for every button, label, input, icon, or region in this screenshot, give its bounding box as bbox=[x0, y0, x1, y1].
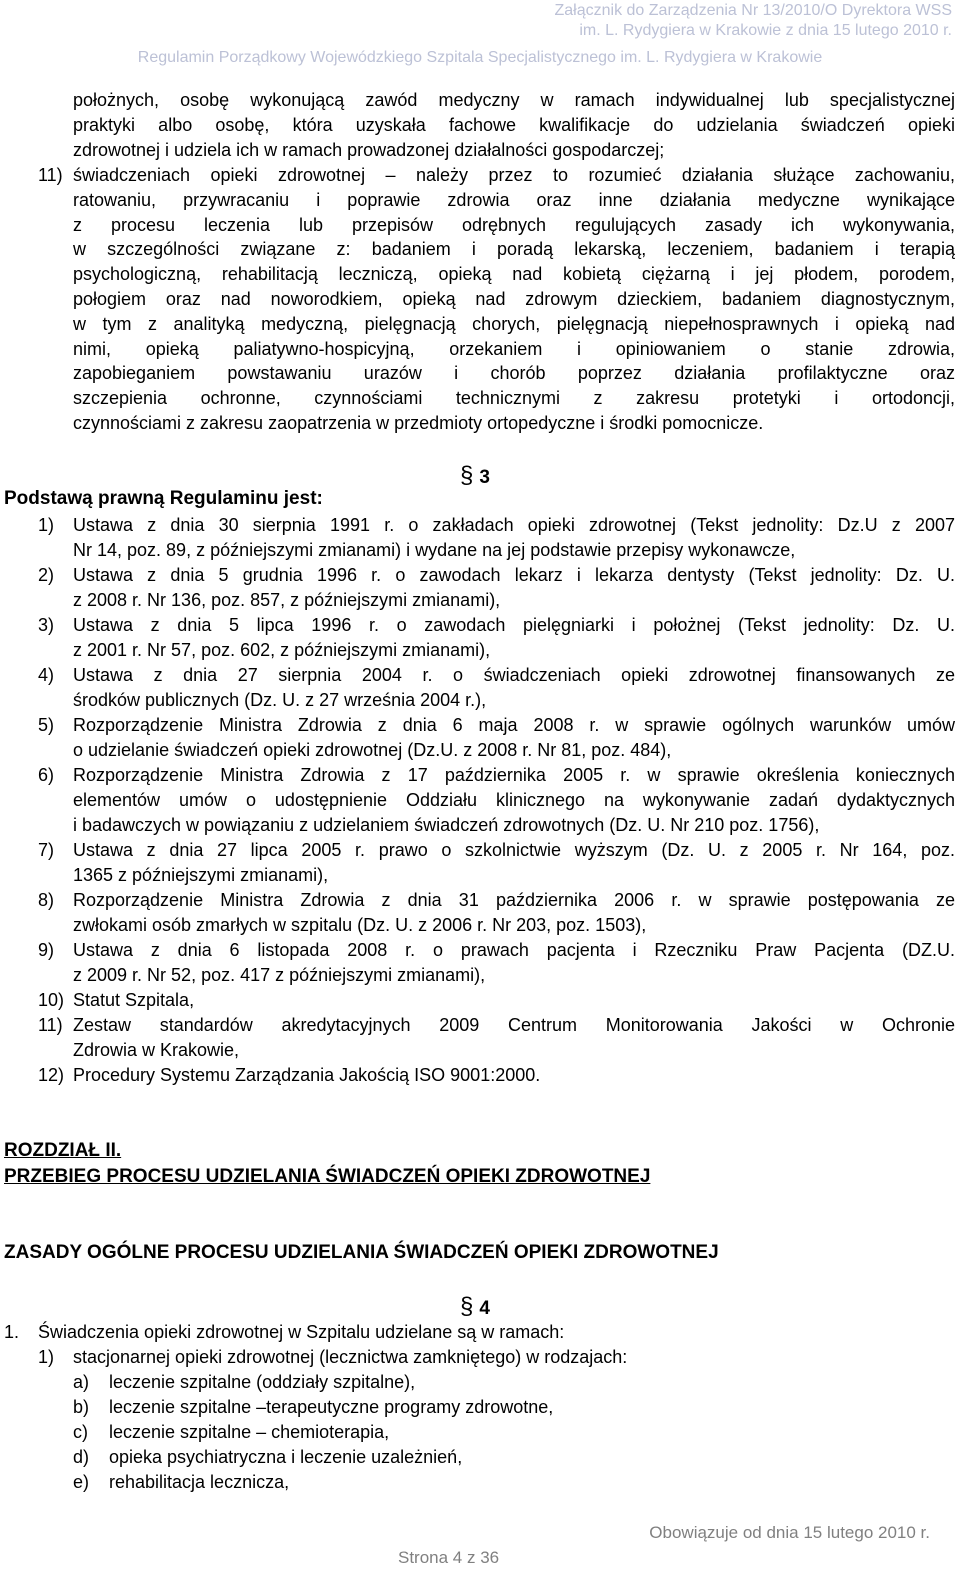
item-number: 5) bbox=[38, 715, 55, 735]
text-line: środków publicznych (Dz. U. z 27 września 2004 r.), bbox=[73, 689, 487, 710]
item-number: 6) bbox=[38, 765, 55, 785]
item-number: 1) bbox=[38, 515, 55, 535]
letter-item bbox=[0, 1470, 955, 1495]
section-3-heading bbox=[460, 462, 490, 490]
intro-paragraph bbox=[73, 88, 955, 162]
section-sign: § bbox=[460, 1293, 474, 1320]
item-number: 4) bbox=[38, 665, 55, 685]
text-line: stacjonarnej opieki zdrowotnej (lecznictwa zamkniętego) w rodzajach: bbox=[73, 1347, 628, 1367]
header-line-2: im. L. Rydygiera w Krakowie z dnia 15 lutego 2010 r. bbox=[579, 22, 952, 39]
legal-basis-item bbox=[0, 1063, 955, 1088]
legal-basis-item bbox=[0, 888, 955, 938]
text-line: Ustawa z dnia 27 lipca 2005 r. prawo o szkolnictwie wyższym (Dz. U. z 2005 r. Nr 164, poz. bbox=[73, 840, 955, 860]
section-number: 3 bbox=[479, 467, 490, 488]
item-number: 11) bbox=[38, 1015, 63, 1035]
text-line: Rozporządzenie Ministra Zdrowia z dnia 6 maja 2008 r. w sprawie ogólnych warunków umów bbox=[73, 715, 955, 735]
legal-basis-item bbox=[0, 763, 955, 837]
item-number: 7) bbox=[38, 840, 55, 860]
text-line: z 2001 r. Nr 57, poz. 602, z późniejszymi zmianami), bbox=[73, 639, 491, 660]
legal-basis-item bbox=[0, 988, 955, 1013]
item-letter: c) bbox=[73, 1422, 88, 1442]
legal-basis-item bbox=[0, 713, 955, 763]
legal-basis-item bbox=[0, 513, 955, 563]
section-4-heading bbox=[460, 1293, 490, 1321]
item-letter: b) bbox=[73, 1397, 90, 1417]
text-line: rehabilitacja lecznicza, bbox=[109, 1472, 290, 1492]
definition-11 bbox=[0, 163, 955, 436]
letter-item bbox=[0, 1445, 955, 1470]
text-line: Ustawa z dnia 27 sierpnia 2004 r. o świadczeniach opieki zdrowotnej finansowanych ze bbox=[73, 665, 955, 685]
section-4-subitem-1 bbox=[0, 1345, 955, 1370]
item-letter: e) bbox=[73, 1472, 90, 1492]
text-line: Ustawa z dnia 5 lipca 1996 r. o zawodach pielęgniarki i położnej (Tekst jednolity: Dz. U. bbox=[73, 615, 955, 635]
item-letter: a) bbox=[73, 1372, 90, 1392]
text-line: Ustawa z dnia 5 grudnia 1996 r. o zawodach lekarz i lekarza dentysty (Tekst jednolity: Dz. U. bbox=[73, 565, 955, 585]
text-line: psychologiczną, rehabilitacją leczniczą, opieką nad kobietą ciężarną i jej płodem, porodem, bbox=[73, 264, 955, 285]
text-line: praktyki albo osobę, która uzyskała fachowe kwalifikacje do udzielania świadczeń opieki bbox=[73, 114, 955, 135]
letter-item bbox=[0, 1395, 955, 1420]
legal-basis-item bbox=[0, 663, 955, 713]
item-number: 9) bbox=[38, 940, 55, 960]
section-sign: § bbox=[460, 462, 474, 489]
item-number: 1. bbox=[4, 1322, 20, 1342]
text-line: zdrowotnej i udziela ich w ramach prowadzonej działalności gospodarczej; bbox=[73, 139, 665, 160]
text-line: Rozporządzenie Ministra Zdrowia z dnia 31 października 2006 r. w sprawie postępowania ze bbox=[73, 890, 955, 910]
legal-basis-item bbox=[0, 613, 955, 663]
legal-basis-item bbox=[0, 563, 955, 613]
item-number: 11) bbox=[38, 165, 63, 185]
text-line: zapobieganiem powstawaniu urazów i chorób poprzez działania profilaktyczne oraz bbox=[73, 363, 955, 384]
text-line: świadczeniach opieki zdrowotnej – należy przez to rozumieć działania służące zachowaniu, bbox=[73, 165, 955, 185]
text-line: opieka psychiatryczna i leczenie uzależnień, bbox=[109, 1447, 463, 1467]
text-line: połogiem oraz nad noworodkiem, opieką nad zdrowym dzieckiem, badaniem diagnostycznym, bbox=[73, 288, 955, 309]
section-number: 4 bbox=[479, 1298, 490, 1319]
text-line: leczenie szpitalne –terapeutyczne programy zdrowotne, bbox=[109, 1397, 554, 1417]
header-line-1: Załącznik do Zarządzenia Nr 13/2010/O Dyrektora WSS bbox=[554, 2, 952, 19]
chapter-subtitle: ZASADY OGÓLNE PROCESU UDZIELANIA ŚWIADCZEŃ OPIEKI ZDROWOTNEJ bbox=[4, 1242, 719, 1263]
text-line: Zdrowia w Krakowie, bbox=[73, 1039, 240, 1060]
item-number: 2) bbox=[38, 565, 55, 585]
legal-basis-item bbox=[0, 838, 955, 888]
item-number: 12) bbox=[38, 1065, 65, 1085]
text-line: leczenie szpitalne – chemioterapia, bbox=[109, 1422, 390, 1442]
header-line-3: Regulamin Porządkowy Wojewódzkiego Szpitala Specjalistycznego im. L. Rydygiera w Krakowie bbox=[137, 49, 823, 66]
text-line: z 2009 r. Nr 52, poz. 417 z późniejszymi zmianami), bbox=[73, 964, 486, 985]
text-line: w szczególności związane z: badaniem i poradą lekarską, leczeniem, badaniem i terapią bbox=[73, 239, 955, 260]
text-line: nimi, opieką paliatywno-hospicyjną, orzekaniem i opiniowaniem o stanie zdrowia, bbox=[73, 338, 955, 359]
text-line: i badawczych w powiązaniu z udzielaniem świadczeń zdrowotnych (Dz. U. Nr 210 poz. 1756), bbox=[73, 814, 820, 835]
legal-basis-item bbox=[0, 938, 955, 988]
chapter-label: ROZDZIAŁ II. bbox=[4, 1140, 122, 1161]
text-line: Zestaw standardów akredytacyjnych 2009 Centrum Monitorowania Jakości w Ochronie bbox=[73, 1015, 955, 1035]
text-line: z 2008 r. Nr 136, poz. 857, z późniejszymi zmianami), bbox=[73, 589, 501, 610]
text-line: Procedury Systemu Zarządzania Jakością ISO 9001:2000. bbox=[73, 1065, 541, 1085]
footer-valid-from: Obowiązuje od dnia 15 lutego 2010 r. bbox=[649, 1523, 930, 1542]
text-line: położnych, osobę wykonującą zawód medyczny w ramach indywidualnej lub specjalistycznej bbox=[73, 90, 955, 110]
letter-item bbox=[0, 1370, 955, 1395]
text-line: w tym z analityką medyczną, pielęgnacją chorych, pielęgnacją niepełnosprawnych i opieką nad bbox=[73, 313, 955, 334]
text-line: Statut Szpitala, bbox=[73, 990, 195, 1010]
text-line: z procesu leczenia lub przepisów odrębnych regulujących zasady ich wykonywania, bbox=[73, 214, 955, 235]
item-number: 10) bbox=[38, 990, 65, 1010]
text-line: czynnościami z zakresu zaopatrzenia w przedmioty ortopedyczne i środki pomocnicze. bbox=[73, 412, 764, 433]
legal-basis-item bbox=[0, 1013, 955, 1063]
letter-item bbox=[0, 1420, 955, 1445]
chapter-title: PRZEBIEG PROCESU UDZIELANIA ŚWIADCZEŃ OPIEKI ZDROWOTNEJ bbox=[4, 1166, 651, 1187]
text-line: 1365 z późniejszymi zmianami), bbox=[73, 864, 329, 885]
item-number: 8) bbox=[38, 890, 55, 910]
item-number: 3) bbox=[38, 615, 55, 635]
text-line: zwłokami osób zmarłych w szpitalu (Dz. U. z 2006 r. Nr 203, poz. 1503), bbox=[73, 914, 647, 935]
section-4-item-1 bbox=[0, 1320, 955, 1345]
text-line: szczepienia ochronne, czynnościami technicznymi z zakresu protetyki i ortodoncji, bbox=[73, 388, 955, 409]
text-line: Nr 14, poz. 89, z późniejszymi zmianami) i wydane na jej podstawie przepisy wykonawcze, bbox=[73, 539, 796, 560]
text-line: elementów umów o udostępnienie Oddziału klinicznego na wykonywanie zadań dydaktycznych bbox=[73, 789, 955, 810]
text-line: ratowaniu, przywracaniu i poprawie zdrowia oraz inne działania medyczne wynikające bbox=[73, 189, 955, 210]
text-line: leczenie szpitalne (oddziały szpitalne), bbox=[109, 1372, 416, 1392]
footer-page-number: Strona 4 z 36 bbox=[398, 1548, 500, 1567]
text-line: Ustawa z dnia 30 sierpnia 1991 r. o zakładach opieki zdrowotnej (Tekst jednolity: Dz.U z 2007 bbox=[73, 515, 955, 535]
text-line: o udzielanie świadczeń opieki zdrowotnej (Dz.U. z 2008 r. Nr 81, poz. 484), bbox=[73, 739, 672, 760]
text-line: Rozporządzenie Ministra Zdrowia z 17 października 2005 r. w sprawie określenia koniecznych bbox=[73, 765, 955, 785]
text-line: Ustawa z dnia 6 listopada 2008 r. o prawach pacjenta i Rzeczniku Praw Pacjenta (DZ.U. bbox=[73, 940, 955, 960]
item-letter: d) bbox=[73, 1447, 90, 1467]
item-number: 1) bbox=[38, 1347, 55, 1367]
text-line: Świadczenia opieki zdrowotnej w Szpitalu udzielane są w ramach: bbox=[38, 1322, 565, 1342]
legal-basis-heading: Podstawą prawną Regulaminu jest: bbox=[4, 488, 323, 509]
